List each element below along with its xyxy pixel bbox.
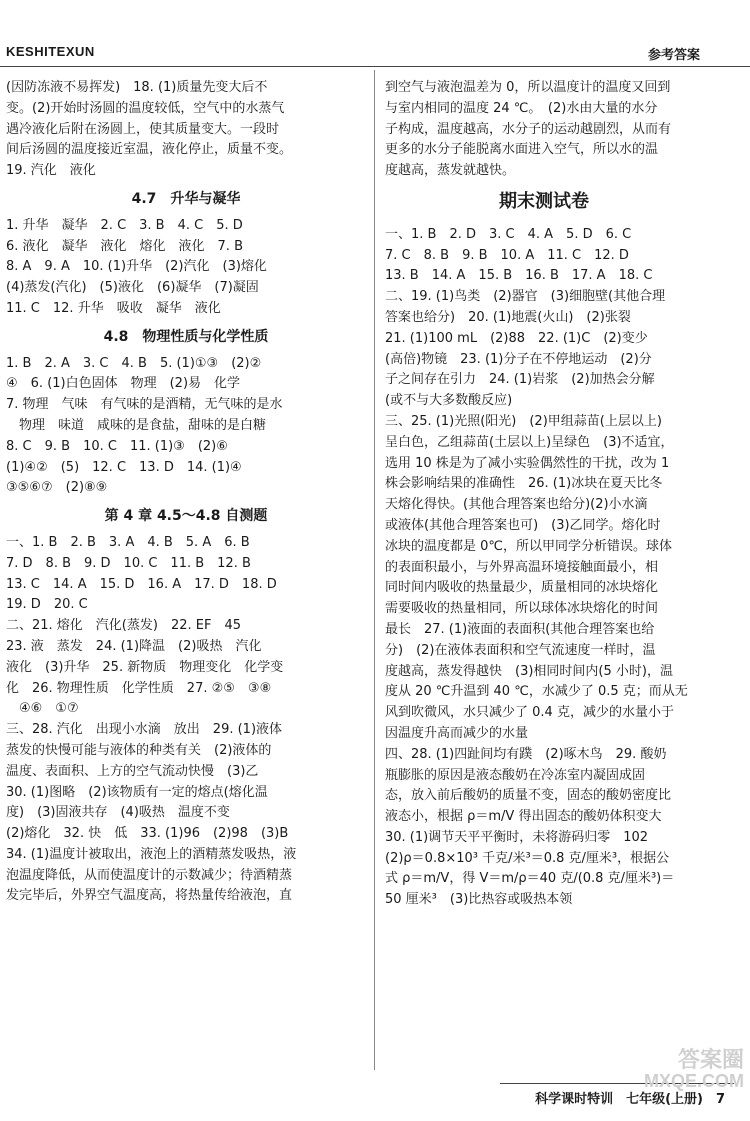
section-heading-final-exam: 期末测试卷 [499, 190, 589, 212]
answer-line: ③⑤⑥⑦ (2)⑧⑨ [6, 480, 108, 496]
answer-line: 21. (1)100 mL (2)88 22. (1)C (2)变少 [385, 330, 648, 346]
answer-line: (因防冻液不易挥发) 18. (1)质量先变大后不 [6, 80, 268, 95]
answer-line: 最长 27. (1)液面的表面积(其他合理答案也给 [385, 621, 655, 637]
answer-line: 30. (1)图略 (2)该物质有一定的熔点(熔化温 [6, 784, 268, 800]
answer-line: 四、28. (1)四趾间均有蹼 (2)啄木鸟 29. 酸奶 [385, 746, 667, 762]
answer-line: 二、21. 熔化 汽化(蒸发) 22. EF 45 [6, 618, 241, 634]
answer-line: 19. D 20. C [6, 597, 88, 613]
column-divider [374, 70, 375, 1070]
answer-line: 泡温度降低，从而使温度计的示数减少；待酒精蒸 [6, 867, 293, 883]
answer-line: 株会影响结果的准确性 26. (1)冰块在夏天比冬 [385, 476, 663, 492]
answer-line: 34. (1)温度计被取出，液泡上的酒精蒸发吸热，液 [6, 846, 297, 862]
answer-line: 物理 味道 咸味的是食盐，甜味的是白糖 [6, 417, 267, 433]
answer-line: 化 26. 物理性质 化学性质 27. ②⑤ ③⑧ [6, 680, 272, 696]
answer-line: 1. B 2. A 3. C 4. B 5. (1)①③ (2)② [6, 355, 262, 371]
answer-block [6, 78, 366, 182]
answer-line: 呈白色，乙组蒜苗(土层以上)呈绿色 (3)不适宜， [385, 434, 674, 450]
answer-line: 二、19. (1)鸟类 (2)器官 (3)细胞壁(其他合理 [385, 289, 666, 305]
answer-line: 冰块的温度都是 0℃，所以甲同学分析错误。球体 [385, 538, 673, 554]
left-column [6, 78, 366, 907]
answer-block [6, 216, 366, 320]
answer-line: 三、28. 汽化 出现小水滴 放出 29. (1)液体 [6, 722, 283, 738]
header-title: 参考答案 [647, 48, 700, 63]
answer-line: 的表面积最小，与外界高温环境接触面最小，相 [385, 559, 659, 575]
answer-line: 13. C 14. A 15. D 16. A 17. D 18. D [6, 576, 277, 592]
answer-line: 7. C 8. B 9. B 10. A 11. C 12. D [385, 247, 629, 263]
answer-line: ④⑥ ①⑦ [6, 701, 79, 717]
answer-line: 7. 物理 气味 有气味的是酒精，无气味的是水 [6, 397, 283, 413]
answer-line: (或不与大多数酸反应) [385, 393, 513, 409]
answer-line: 6. 液化 凝华 液化 熔化 液化 7. B [6, 238, 243, 254]
answer-line: 子构成，温度越高，水分子的运动越剧烈，从而有 [385, 121, 672, 137]
header-rule [0, 66, 750, 67]
answer-line: 答案也给分) 20. (1)地震(火山) (2)张裂 [385, 309, 631, 325]
answer-block [385, 78, 703, 182]
answer-line: 30. (1)调节天平平衡时，未将游码归零 102 [385, 829, 649, 845]
answer-line: (2)ρ＝0.8×10³ 千克/米³＝0.8 克/厘米³，根据公 [385, 850, 670, 866]
answer-line: 液态小，根据 ρ＝m/V 得出固态的酸奶体积变大 [385, 809, 662, 825]
answer-line: 需要吸收的热量相同，所以球体冰块熔化的时间 [385, 601, 659, 617]
answer-line: 温度、表面积、上方的空气流动快慢 (3)乙 [6, 763, 259, 779]
answer-block [6, 533, 366, 907]
answer-line: 更多的水分子能脱离水面进入空气，所以水的温 [385, 142, 659, 158]
section-heading: 4.7 升华与凝华 [131, 190, 241, 207]
answer-line: 态，放入前后酸奶的质量不变，固态的酸奶密度比 [385, 788, 672, 804]
answer-line: 一、1. B 2. D 3. C 4. A 5. D 6. C [385, 226, 632, 242]
answer-line: 度) (3)固液共存 (4)吸热 温度不变 [6, 805, 230, 821]
answer-line: 与室内相同的温度 24 ℃。 (2)水由大量的水分 [385, 100, 658, 116]
answer-line: (高倍)物镜 23. (1)分子在不停地运动 (2)分 [385, 351, 652, 367]
answer-line: 蒸发的快慢可能与液体的种类有关 (2)液体的 [6, 742, 272, 758]
answer-line: 天熔化得快。(其他合理答案也给分)(2)小水滴 [385, 497, 648, 513]
answer-line: 三、25. (1)光照(阳光) (2)甲组蒜苗(上层以上) [385, 413, 662, 429]
answer-line: 间后汤圆的温度接近室温，液化停止，质量不变。 [6, 142, 293, 158]
answer-block [385, 225, 703, 911]
watermark-line: MXQE.COM [643, 1071, 744, 1092]
answer-line: 式 ρ＝m/V，得 V＝m/ρ＝40 克/(0.8 克/厘米³)＝ [385, 871, 675, 887]
answer-line: 变。(2)开始时汤圆的温度较低，空气中的水蒸气 [6, 100, 285, 116]
answer-line: 液化 (3)升华 25. 新物质 物理变化 化学变 [6, 659, 284, 675]
answer-line: ④ 6. (1)白色固体 物理 (2)易 化学 [6, 376, 241, 392]
watermark-line: 答案圈 [677, 1047, 744, 1072]
answer-line: 发完毕后，外界空气温度高，将热量传给液泡，直 [6, 888, 293, 904]
answer-line: 风到吹微风，水只减少了 0.4 克，减少的水量小于 [385, 705, 674, 721]
answer-line: 度从 20 ℃升温到 40 ℃，水减少了 0.5 克；而从无 [385, 684, 688, 700]
section-heading: 第 4 章 4.5～4.8 自测题 [104, 508, 268, 525]
answer-line: 11. C 12. 升华 吸收 凝华 液化 [6, 300, 221, 316]
answer-line: 7. D 8. B 9. D 10. C 11. B 12. B [6, 555, 251, 571]
answer-line: 8. C 9. B 10. C 11. (1)③ (2)⑥ [6, 438, 228, 454]
answer-line: 1. 升华 凝华 2. C 3. B 4. C 5. D [6, 217, 243, 233]
answer-line: 瓶膨胀的原因是液态酸奶在冷冻室内凝固成固 [385, 767, 646, 783]
answer-line: 遇冷液化后附在汤圆上，使其质量变大。一段时 [6, 121, 280, 137]
answer-line: 一、1. B 2. B 3. A 4. B 5. A 6. B [6, 534, 250, 550]
answer-line: (1)④② (5) 12. C 13. D 14. (1)④ [6, 459, 242, 475]
answer-line: 23. 液 蒸发 24. (1)降温 (2)吸热 汽化 [6, 638, 262, 654]
answer-line: 度越高，蒸发得越快 (3)相同时间内(5 小时)，温 [385, 663, 673, 679]
answer-line: 50 厘米³ (3)比热容或吸热本领 [385, 892, 573, 908]
answer-line: (4)蒸发(汽化) (5)液化 (6)凝华 (7)凝固 [6, 280, 259, 296]
answer-line: 到空气与液泡温差为 0，所以温度计的温度又回到 [385, 80, 671, 95]
answer-line: (2)熔化 32. 快 低 33. (1)96 (2)98 (3)B [6, 826, 289, 842]
section-heading: 4.8 物理性质与化学性质 [103, 328, 269, 345]
answer-line: 13. B 14. A 15. B 16. B 17. A 18. C [385, 268, 653, 284]
answer-line: 子之间存在引力 24. (1)岩浆 (2)加热会分解 [385, 372, 655, 388]
answer-line: 8. A 9. A 10. (1)升华 (2)汽化 (3)熔化 [6, 259, 267, 275]
answer-line: 因温度升高而减少的水量 [385, 725, 529, 741]
answer-line: 选用 10 株是为了减小实验偶然性的干扰，改为 1 [385, 455, 670, 471]
header-brand: KESHITEXUN [6, 44, 95, 59]
watermark [644, 1048, 744, 1092]
footer-text: 科学课时特训 七年级(上册) 7 [535, 1092, 725, 1107]
answer-line: 分) (2)在液体表面积和空气流速度一样时，温 [385, 642, 656, 658]
right-column [385, 78, 703, 911]
answer-line: 度越高，蒸发就越快。 [385, 163, 516, 179]
answer-line: 或液体(其他合理答案也可) (3)乙同学。熔化时 [385, 517, 661, 533]
answer-line: 19. 汽化 液化 [6, 163, 96, 179]
answer-line: 同时间内吸收的热量最少，质量相同的冰块熔化 [385, 580, 659, 596]
answer-block [6, 354, 366, 500]
